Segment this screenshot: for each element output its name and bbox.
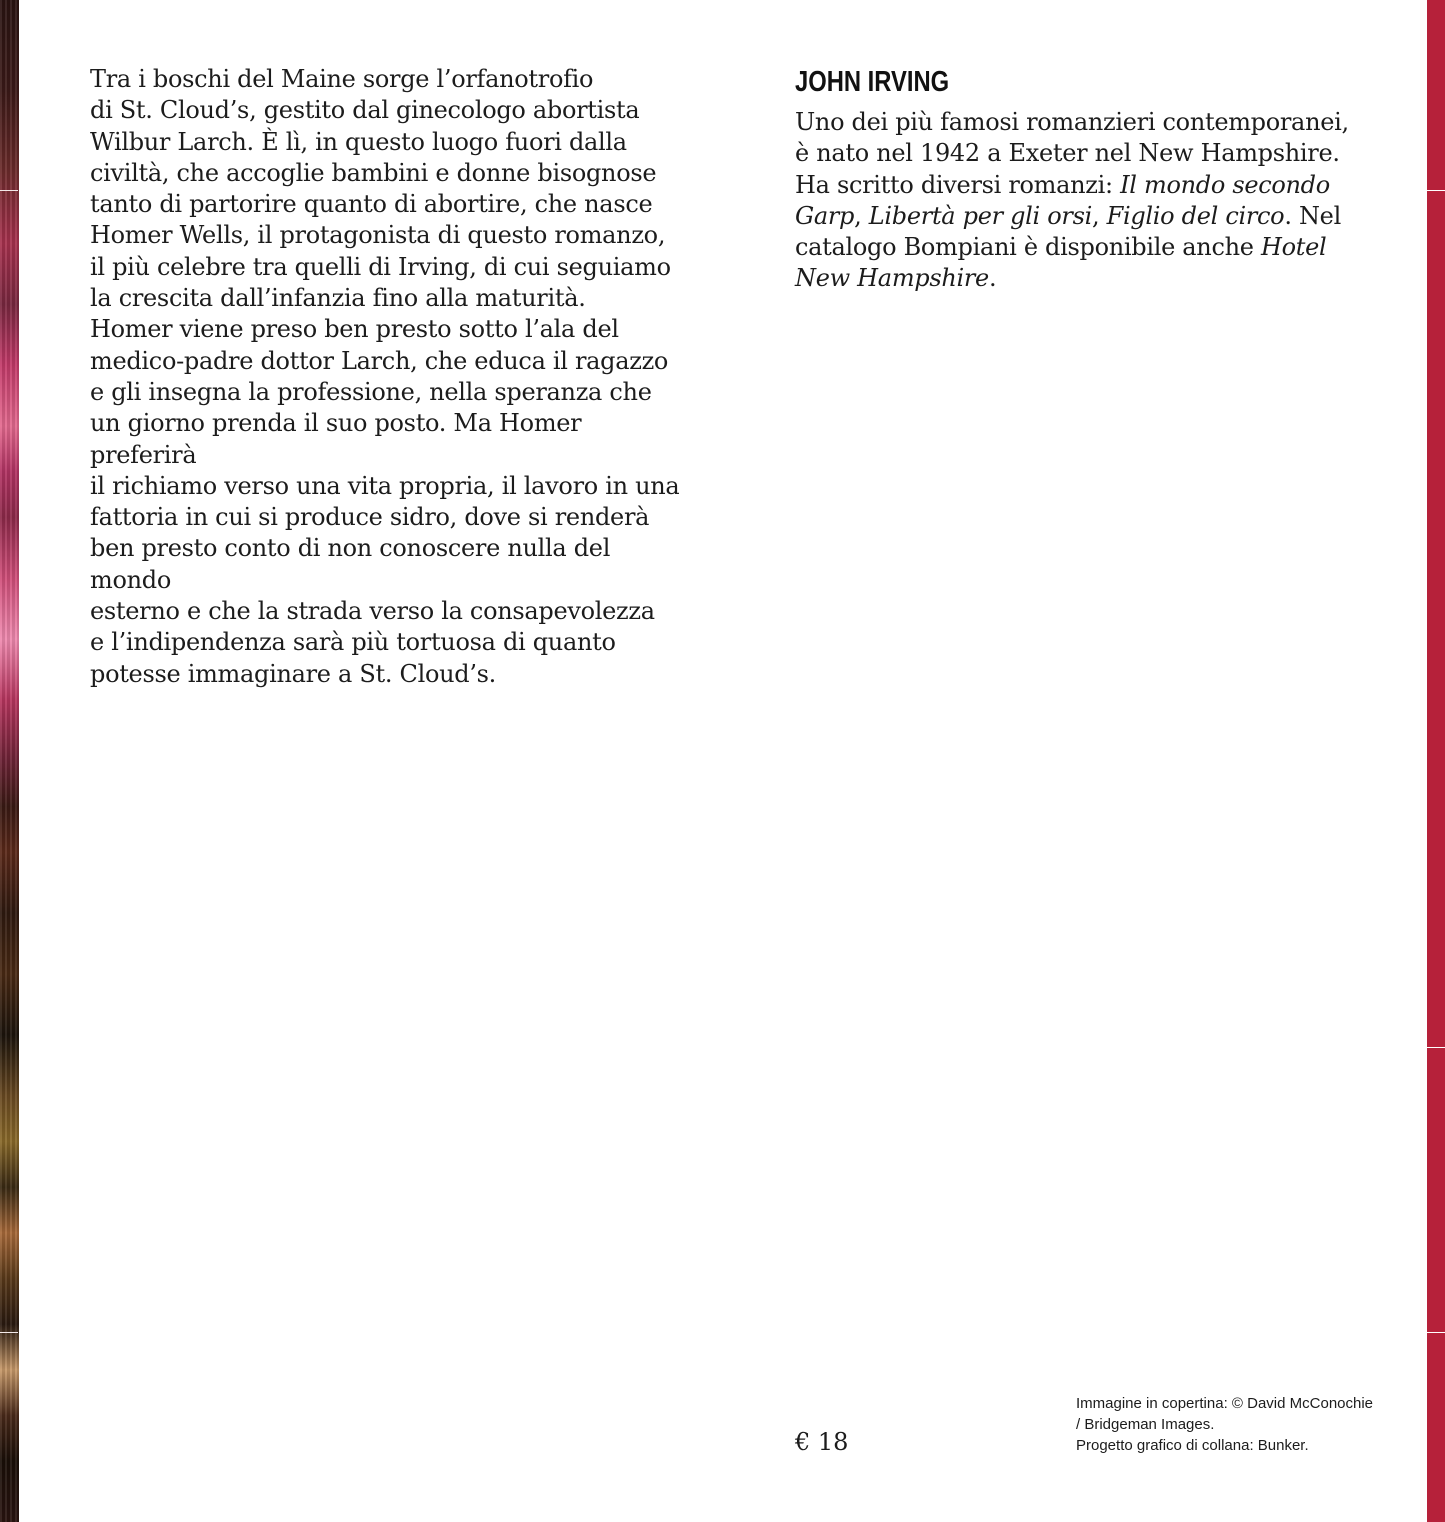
red-spine-band <box>1427 0 1445 1522</box>
bio-text: è nato nel 1942 a Exeter nel New Hampshire. <box>795 139 1340 168</box>
author-bio <box>795 107 1355 295</box>
book-title: Libertà per gli orsi <box>868 201 1092 230</box>
book-title: Figlio del circo <box>1106 201 1285 230</box>
credit-line: / Bridgeman Images. <box>1076 1416 1215 1433</box>
crop-mark <box>0 1332 18 1333</box>
image-credits <box>1076 1393 1396 1456</box>
bio-text: Uno dei più famosi romanzieri contemporanei, <box>795 108 1349 136</box>
crop-mark <box>0 190 18 191</box>
author-name: JOHN IRVING <box>795 66 950 98</box>
crop-mark <box>1427 190 1445 191</box>
bio-text: . Nel catalogo Bompiani è disponibile anche <box>795 201 1341 262</box>
credit-line: Immagine in copertina: © David McConochie <box>1076 1395 1374 1412</box>
cover-art-strip <box>0 0 19 1522</box>
crop-mark <box>1427 1332 1445 1333</box>
price: € 18 <box>795 1428 849 1456</box>
bio-text: Ha scritto diversi romanzi: <box>795 170 1121 199</box>
book-synopsis: Tra i boschi del Maine sorge l’orfanotrofio di St. Cloud’s, gestito dal ginecologo abortista Wilbur Larch. È lì, in questo luogo fuori dalla civiltà, che accoglie bambini e donne bisognose tanto di partorire quanto di abortire, che nasce Homer Wells, il protagonista di questo romanzo, il più celebre tra quelli di Irving, di cui seguiamo la crescita dall’infanzia fino alla maturità. Homer viene preso ben presto sotto l’ala del medico-padre dottor Larch, che educa il ragazzo e gli insegna la professione, nella speranza che un giorno prenda il suo posto. Ma Homer preferirà il richiamo verso una vita propria, il lavoro in una fattoria in cui si produce sidro, dove si renderà ben presto conto di non conoscere nulla del mondo esterno e che la strada verso la consapevolezza e l’indipendenza sarà più tortuosa di quanto potesse immaginare a St. Cloud’s. <box>90 65 680 688</box>
book-title: Il mondo secondo Garp <box>795 170 1330 230</box>
crop-mark <box>1427 1047 1445 1048</box>
credit-line: Progetto grafico di collana: Bunker. <box>1076 1437 1309 1454</box>
bio-text: , <box>854 201 869 230</box>
book-title: Hotel New Hampshire <box>795 233 1327 293</box>
bio-text: , <box>1091 201 1107 230</box>
bio-text: . <box>988 264 997 293</box>
